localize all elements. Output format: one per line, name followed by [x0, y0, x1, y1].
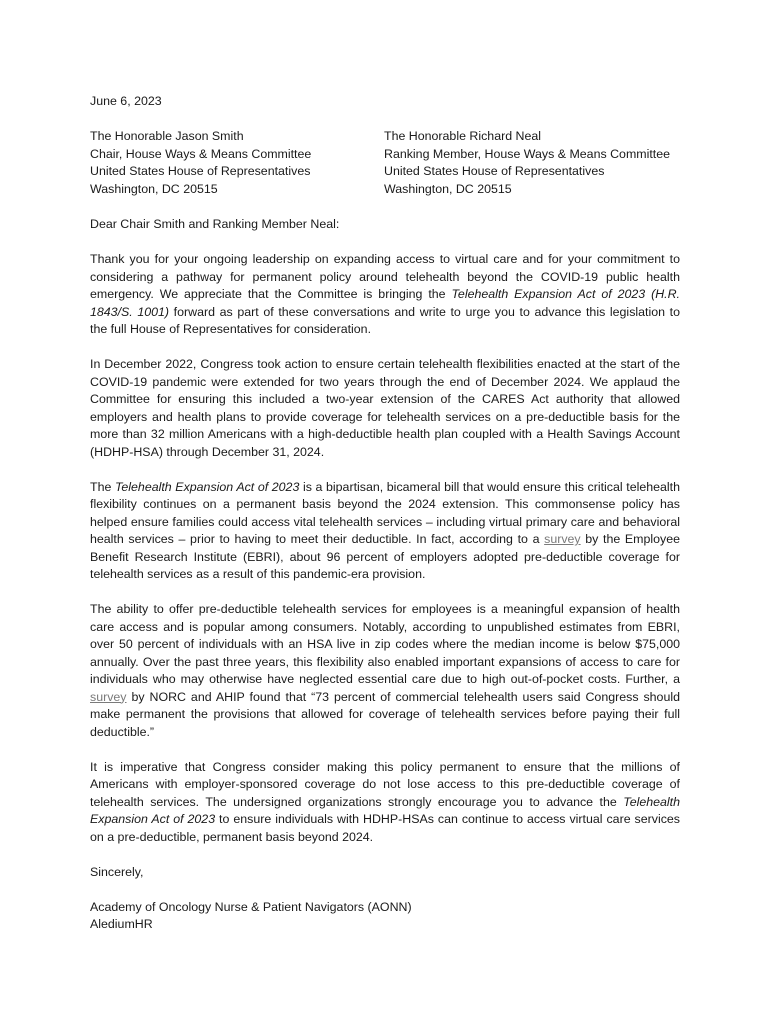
recipient-org: United States House of Representatives	[384, 164, 605, 178]
bill-title: Telehealth Expansion Act of 2023	[90, 794, 680, 826]
paragraph-text: by NORC and AHIP found that “73 percent of commercial telehealth users said Congress should make permanent the provisions that allowed for coverage of telehealth services before paying their full deductible.”	[90, 689, 680, 739]
paragraph-call-to-action	[90, 759, 680, 847]
recipient-title: Chair, House Ways & Means Committee	[90, 146, 312, 161]
salutation: Dear Chair Smith and Ranking Member Neal:	[90, 217, 340, 231]
recipient-address-left	[90, 128, 311, 198]
paragraph-access-expansion	[90, 601, 680, 741]
recipient-city: Washington, DC 20515	[384, 181, 512, 196]
signer-item: AlediumHR	[90, 917, 153, 931]
norc-ahip-survey-link[interactable]: survey	[90, 689, 127, 704]
paragraph-text: The ability to offer pre-deductible telehealth services for employees is a meaningful expansion of health care access and is popular among consumers. Notably, according to unpublished estimates from EBRI, over 50 percent of individuals with an HSA live in zip codes where the median income is below $75,000 annually. Over the past three years, this flexibility also enabled important expansions of access to care for individuals who may otherwise have neglected essential care due to high out-of-pocket costs. Further, a	[90, 602, 680, 686]
paragraph-bill-description	[90, 479, 680, 584]
paragraph-text: It is imperative that Congress consider making this policy permanent to ensure that the millions of Americans with employer-sponsored coverage do not lose access to this pre-deductible coverage of telehealth services. The undersigned organizations strongly encourage you to advance the	[90, 759, 680, 809]
letter-body	[90, 251, 680, 934]
letter-date: June 6, 2023	[90, 94, 162, 108]
paragraph-text: The	[90, 479, 115, 494]
signer-list	[90, 899, 680, 934]
bill-title: Telehealth Expansion Act of 2023	[114, 479, 300, 494]
paragraph-december-2022: In December 2022, Congress took action to ensure certain telehealth flexibilities enacted at the start of the COVID-19 pandemic were extended for two years through the end of December 2024. We applaud the Committee for ensuring this included a two-year extension of the CARES Act authority that allowed employers and health plans to provide coverage for telehealth services on a pre-deductible basis for the more than 32 million Americans with a high-deductible health plan coupled with a Health Savings Account (HDHP-HSA) through December 31, 2024.	[90, 357, 680, 459]
bill-title: Telehealth Expansion Act of 2023 (H.R. 1843/S. 1001)	[90, 287, 680, 319]
recipient-name: The Honorable Jason Smith	[90, 129, 244, 143]
paragraph-text: Thank you for your ongoing leadership on expanding access to virtual care and for your commitment to considering a pathway for permanent policy around telehealth beyond the COVID-19 public health emergency. We appreciate that the Committee is bringing the	[90, 252, 680, 301]
recipient-org: United States House of Representatives	[90, 164, 311, 178]
recipient-name: The Honorable Richard Neal	[384, 129, 542, 143]
signer-item: Academy of Oncology Nurse & Patient Navigators (AONN)	[90, 899, 412, 914]
ebri-survey-link[interactable]: survey	[544, 532, 581, 546]
recipient-city: Washington, DC 20515	[90, 181, 218, 196]
closing: Sincerely,	[90, 864, 144, 879]
recipient-address-right	[384, 128, 670, 198]
paragraph-text: to ensure individuals with HDHP-HSAs can continue to access virtual care services on a pre-deductible, permanent basis beyond 2024.	[90, 812, 680, 844]
paragraph-intro	[90, 251, 680, 339]
paragraph-text: by the Employee Benefit Research Institute (EBRI), about 96 percent of employers adopted pre-deductible coverage for telehealth services as a result of this pandemic-era provision.	[90, 532, 680, 581]
recipient-title: Ranking Member, House Ways & Means Committee	[384, 146, 671, 161]
paragraph-text: is a bipartisan, bicameral bill that would ensure this critical telehealth flexibility continues on a permanent basis beyond the 2024 extension. This commonsense policy has helped ensure families could access vital telehealth services – including virtual primary care and behavioral health services – prior to having to meet their deductible. In fact, according to a	[90, 479, 680, 546]
paragraph-text: forward as part of these conversations and write to urge you to advance this legislation to the full House of Representatives for consideration.	[90, 304, 680, 336]
